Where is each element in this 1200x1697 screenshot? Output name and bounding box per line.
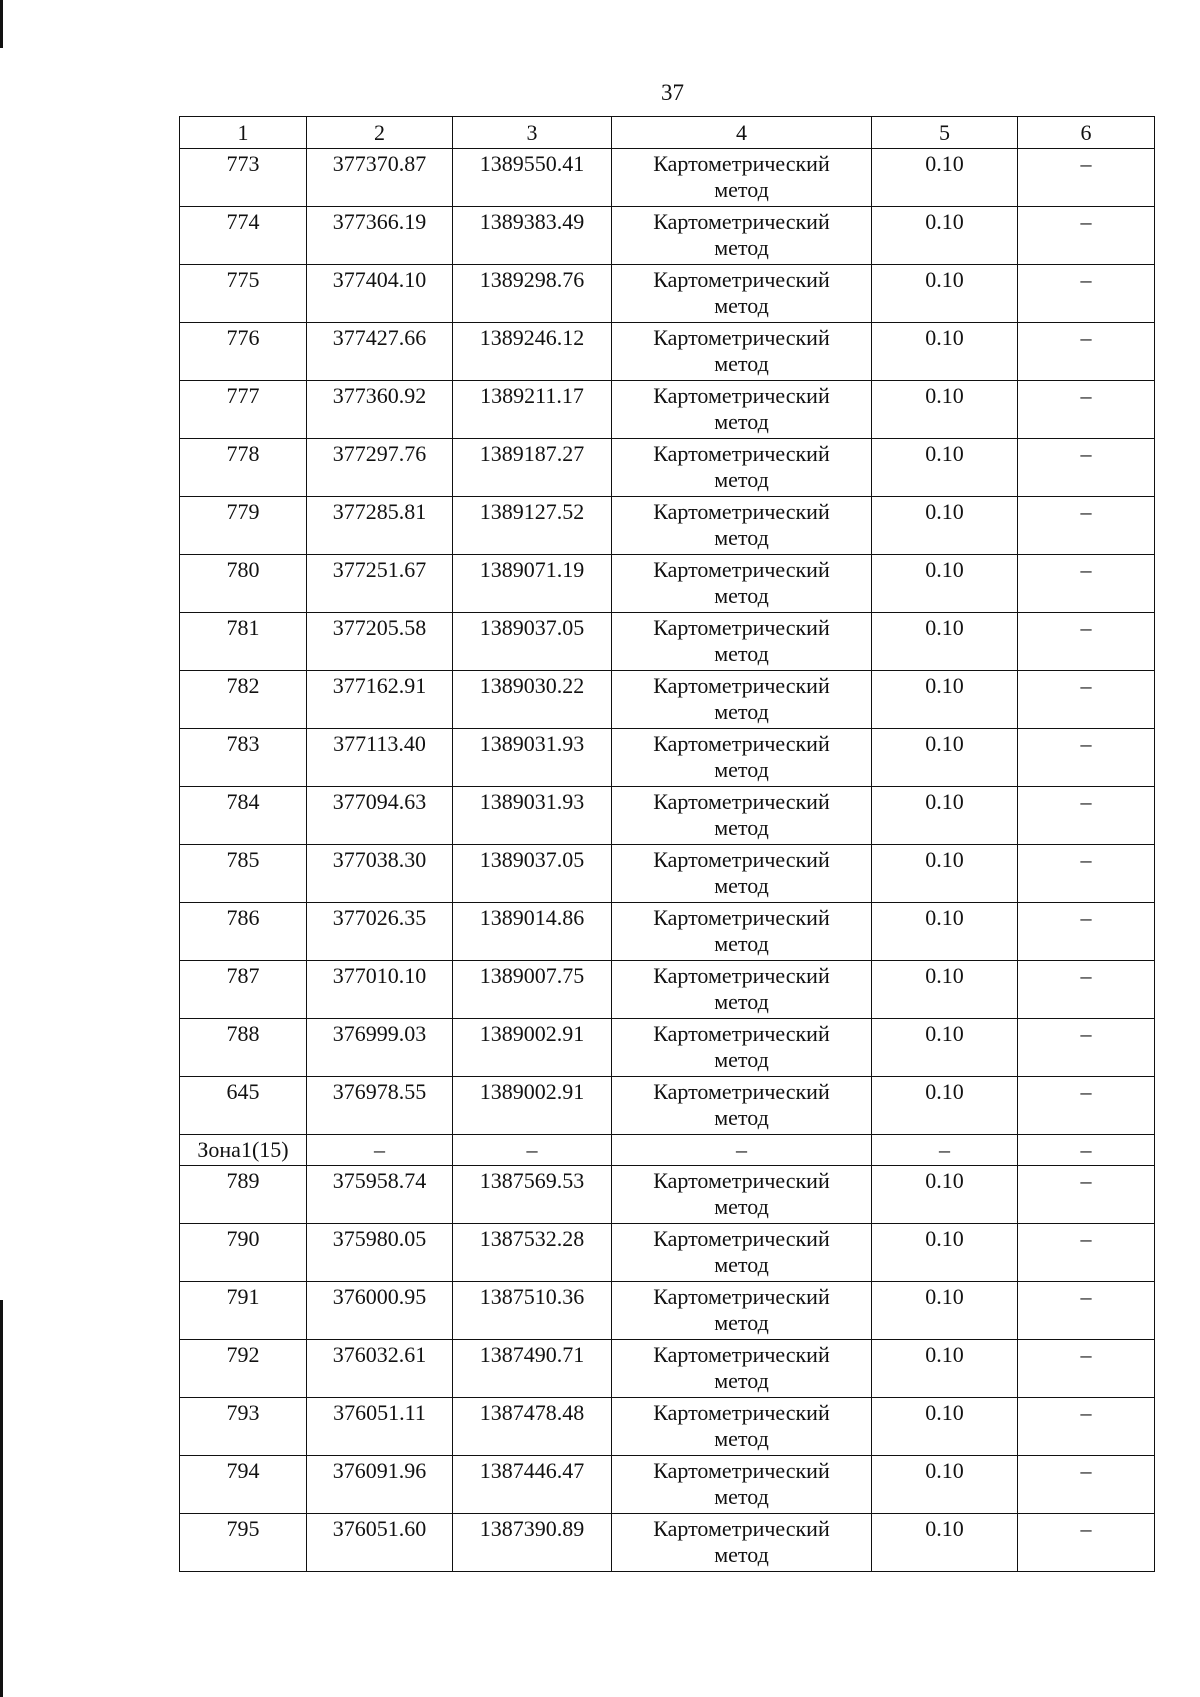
coord-y: 1389037.05 bbox=[453, 845, 612, 903]
description: – bbox=[1018, 1224, 1155, 1282]
method-line-2: метод bbox=[714, 235, 769, 260]
table-row bbox=[180, 497, 1155, 555]
description: – bbox=[1018, 729, 1155, 787]
method-cell bbox=[612, 381, 872, 439]
coord-x: 377360.92 bbox=[307, 381, 453, 439]
accuracy: 0.10 bbox=[872, 1019, 1018, 1077]
method-cell bbox=[612, 149, 872, 207]
method-line-1: Картометрический bbox=[653, 267, 830, 292]
method-line-1: Картометрический bbox=[653, 209, 830, 234]
method-line-1: Картометрический bbox=[653, 731, 830, 756]
accuracy: 0.10 bbox=[872, 613, 1018, 671]
description: – bbox=[1018, 613, 1155, 671]
description: – bbox=[1018, 1019, 1155, 1077]
coord-y: 1389007.75 bbox=[453, 961, 612, 1019]
description: – bbox=[1018, 323, 1155, 381]
accuracy: 0.10 bbox=[872, 555, 1018, 613]
method-line-1: Картометрический bbox=[653, 905, 830, 930]
method-line-2: метод bbox=[714, 525, 769, 550]
method-line-2: метод bbox=[714, 467, 769, 492]
point-number: 790 bbox=[180, 1224, 307, 1282]
method-cell bbox=[612, 1077, 872, 1135]
table-row bbox=[180, 323, 1155, 381]
point-number: 775 bbox=[180, 265, 307, 323]
accuracy: 0.10 bbox=[872, 1224, 1018, 1282]
coord-x: 375980.05 bbox=[307, 1224, 453, 1282]
table-row bbox=[180, 1514, 1155, 1572]
method-cell bbox=[612, 845, 872, 903]
method-cell bbox=[612, 265, 872, 323]
method-line-1: Картометрический bbox=[653, 963, 830, 988]
coord-x: 376999.03 bbox=[307, 1019, 453, 1077]
table-row bbox=[180, 845, 1155, 903]
method-line-1: Картометрический bbox=[653, 557, 830, 582]
method-line-1: Картометрический bbox=[653, 1400, 830, 1425]
accuracy: 0.10 bbox=[872, 1282, 1018, 1340]
header-cell: 4 bbox=[612, 117, 872, 149]
empty-dash: – bbox=[453, 1135, 612, 1166]
coord-y: 1389030.22 bbox=[453, 671, 612, 729]
table-row bbox=[180, 1166, 1155, 1224]
method-line-2: метод bbox=[714, 1252, 769, 1277]
method-line-1: Картометрический bbox=[653, 1079, 830, 1104]
point-number: 787 bbox=[180, 961, 307, 1019]
point-number: 781 bbox=[180, 613, 307, 671]
empty-dash: – bbox=[872, 1135, 1018, 1166]
method-cell bbox=[612, 439, 872, 497]
coord-x: 377366.19 bbox=[307, 207, 453, 265]
coord-y: 1387510.36 bbox=[453, 1282, 612, 1340]
accuracy: 0.10 bbox=[872, 1340, 1018, 1398]
method-line-1: Картометрический bbox=[653, 673, 830, 698]
coord-y: 1389127.52 bbox=[453, 497, 612, 555]
method-cell bbox=[612, 497, 872, 555]
method-line-2: метод bbox=[714, 1310, 769, 1335]
point-number: 784 bbox=[180, 787, 307, 845]
point-number: 795 bbox=[180, 1514, 307, 1572]
point-number: 786 bbox=[180, 903, 307, 961]
table-row bbox=[180, 1398, 1155, 1456]
method-line-1: Картометрический bbox=[653, 1168, 830, 1193]
description: – bbox=[1018, 265, 1155, 323]
point-number: 785 bbox=[180, 845, 307, 903]
method-cell bbox=[612, 323, 872, 381]
table-row bbox=[180, 729, 1155, 787]
coord-y: 1389031.93 bbox=[453, 729, 612, 787]
coord-y: 1387446.47 bbox=[453, 1456, 612, 1514]
method-line-2: метод bbox=[714, 409, 769, 434]
method-line-2: метод bbox=[714, 1542, 769, 1567]
accuracy: 0.10 bbox=[872, 961, 1018, 1019]
coord-y: 1387532.28 bbox=[453, 1224, 612, 1282]
accuracy: 0.10 bbox=[872, 1166, 1018, 1224]
method-cell bbox=[612, 555, 872, 613]
coordinates-table bbox=[179, 116, 1155, 1572]
description: – bbox=[1018, 961, 1155, 1019]
method-line-2: метод bbox=[714, 815, 769, 840]
method-line-2: метод bbox=[714, 989, 769, 1014]
point-number: 780 bbox=[180, 555, 307, 613]
method-line-2: метод bbox=[714, 1047, 769, 1072]
description: – bbox=[1018, 1077, 1155, 1135]
point-number: 779 bbox=[180, 497, 307, 555]
method-cell bbox=[612, 1514, 872, 1572]
coord-x: 376091.96 bbox=[307, 1456, 453, 1514]
table-row bbox=[180, 439, 1155, 497]
method-cell bbox=[612, 961, 872, 1019]
accuracy: 0.10 bbox=[872, 439, 1018, 497]
method-line-2: метод bbox=[714, 873, 769, 898]
accuracy: 0.10 bbox=[872, 1398, 1018, 1456]
method-line-2: метод bbox=[714, 583, 769, 608]
empty-dash: – bbox=[307, 1135, 453, 1166]
point-number: 788 bbox=[180, 1019, 307, 1077]
accuracy: 0.10 bbox=[872, 845, 1018, 903]
coord-y: 1389002.91 bbox=[453, 1077, 612, 1135]
table-row bbox=[180, 671, 1155, 729]
accuracy: 0.10 bbox=[872, 265, 1018, 323]
zone-label: Зона1(15) bbox=[180, 1135, 307, 1166]
coord-y: 1389298.76 bbox=[453, 265, 612, 323]
coord-x: 377010.10 bbox=[307, 961, 453, 1019]
accuracy: 0.10 bbox=[872, 497, 1018, 555]
method-line-1: Картометрический bbox=[653, 1342, 830, 1367]
table-row bbox=[180, 1340, 1155, 1398]
header-cell: 3 bbox=[453, 117, 612, 149]
method-line-2: метод bbox=[714, 931, 769, 956]
method-line-1: Картометрический bbox=[653, 615, 830, 640]
method-cell bbox=[612, 671, 872, 729]
method-line-2: метод bbox=[714, 757, 769, 782]
method-line-2: метод bbox=[714, 351, 769, 376]
method-line-2: метод bbox=[714, 1368, 769, 1393]
description: – bbox=[1018, 903, 1155, 961]
table-row bbox=[180, 1224, 1155, 1282]
coord-y: 1389014.86 bbox=[453, 903, 612, 961]
description: – bbox=[1018, 149, 1155, 207]
description: – bbox=[1018, 1282, 1155, 1340]
accuracy: 0.10 bbox=[872, 729, 1018, 787]
point-number: 792 bbox=[180, 1340, 307, 1398]
method-line-1: Картометрический bbox=[653, 1516, 830, 1541]
table-row bbox=[180, 149, 1155, 207]
coord-y: 1387478.48 bbox=[453, 1398, 612, 1456]
coord-x: 377026.35 bbox=[307, 903, 453, 961]
accuracy: 0.10 bbox=[872, 381, 1018, 439]
table-row bbox=[180, 1019, 1155, 1077]
method-line-1: Картометрический bbox=[653, 1284, 830, 1309]
coord-y: 1389187.27 bbox=[453, 439, 612, 497]
method-line-2: метод bbox=[714, 641, 769, 666]
accuracy: 0.10 bbox=[872, 149, 1018, 207]
coord-x: 377205.58 bbox=[307, 613, 453, 671]
page-number: 37 bbox=[661, 80, 684, 105]
coord-y: 1389550.41 bbox=[453, 149, 612, 207]
empty-dash: – bbox=[612, 1135, 872, 1166]
point-number: 791 bbox=[180, 1282, 307, 1340]
table-row bbox=[180, 787, 1155, 845]
method-line-1: Картометрический bbox=[653, 441, 830, 466]
table-row bbox=[180, 903, 1155, 961]
empty-dash: – bbox=[1018, 1135, 1155, 1166]
accuracy: 0.10 bbox=[872, 787, 1018, 845]
point-number: 789 bbox=[180, 1166, 307, 1224]
description: – bbox=[1018, 1166, 1155, 1224]
table-body bbox=[180, 117, 1155, 1572]
coord-x: 376051.60 bbox=[307, 1514, 453, 1572]
coord-y: 1387490.71 bbox=[453, 1340, 612, 1398]
description: – bbox=[1018, 1398, 1155, 1456]
coord-x: 375958.74 bbox=[307, 1166, 453, 1224]
accuracy: 0.10 bbox=[872, 903, 1018, 961]
method-cell bbox=[612, 1282, 872, 1340]
method-line-1: Картометрический bbox=[653, 383, 830, 408]
coord-x: 377094.63 bbox=[307, 787, 453, 845]
header-cell: 1 bbox=[180, 117, 307, 149]
coord-y: 1389211.17 bbox=[453, 381, 612, 439]
point-number: 776 bbox=[180, 323, 307, 381]
coord-x: 376978.55 bbox=[307, 1077, 453, 1135]
table-row bbox=[180, 961, 1155, 1019]
method-line-1: Картометрический bbox=[653, 1226, 830, 1251]
method-line-1: Картометрический bbox=[653, 1021, 830, 1046]
method-line-2: метод bbox=[714, 1484, 769, 1509]
table-row bbox=[180, 265, 1155, 323]
coord-x: 377162.91 bbox=[307, 671, 453, 729]
coord-y: 1389002.91 bbox=[453, 1019, 612, 1077]
scan-edge-bottom bbox=[0, 1300, 3, 1697]
method-cell bbox=[612, 613, 872, 671]
point-number: 778 bbox=[180, 439, 307, 497]
coord-x: 376000.95 bbox=[307, 1282, 453, 1340]
table-row bbox=[180, 207, 1155, 265]
method-cell bbox=[612, 1166, 872, 1224]
description: – bbox=[1018, 1340, 1155, 1398]
coord-y: 1389031.93 bbox=[453, 787, 612, 845]
point-number: 777 bbox=[180, 381, 307, 439]
coord-x: 377370.87 bbox=[307, 149, 453, 207]
description: – bbox=[1018, 555, 1155, 613]
table-row bbox=[180, 1077, 1155, 1135]
coord-y: 1387569.53 bbox=[453, 1166, 612, 1224]
accuracy: 0.10 bbox=[872, 323, 1018, 381]
method-cell bbox=[612, 903, 872, 961]
method-line-2: метод bbox=[714, 177, 769, 202]
description: – bbox=[1018, 381, 1155, 439]
method-line-2: метод bbox=[714, 293, 769, 318]
coord-x: 376032.61 bbox=[307, 1340, 453, 1398]
coord-y: 1389037.05 bbox=[453, 613, 612, 671]
coord-x: 377251.67 bbox=[307, 555, 453, 613]
method-line-2: метод bbox=[714, 1426, 769, 1451]
description: – bbox=[1018, 1456, 1155, 1514]
method-line-1: Картометрический bbox=[653, 151, 830, 176]
table-row bbox=[180, 613, 1155, 671]
method-line-2: метод bbox=[714, 1105, 769, 1130]
point-number: 773 bbox=[180, 149, 307, 207]
coord-x: 377285.81 bbox=[307, 497, 453, 555]
point-number: 783 bbox=[180, 729, 307, 787]
coord-x: 377297.76 bbox=[307, 439, 453, 497]
coord-y: 1389246.12 bbox=[453, 323, 612, 381]
method-line-2: метод bbox=[714, 699, 769, 724]
coord-y: 1389071.19 bbox=[453, 555, 612, 613]
method-line-1: Картометрический bbox=[653, 499, 830, 524]
method-line-1: Картометрический bbox=[653, 325, 830, 350]
header-row bbox=[180, 117, 1155, 149]
method-cell bbox=[612, 787, 872, 845]
table-row bbox=[180, 1282, 1155, 1340]
table-row bbox=[180, 381, 1155, 439]
method-line-2: метод bbox=[714, 1194, 769, 1219]
method-cell bbox=[612, 1456, 872, 1514]
description: – bbox=[1018, 207, 1155, 265]
method-line-1: Картометрический bbox=[653, 847, 830, 872]
accuracy: 0.10 bbox=[872, 207, 1018, 265]
point-number: 774 bbox=[180, 207, 307, 265]
scan-edge-top bbox=[0, 0, 3, 48]
header-cell: 5 bbox=[872, 117, 1018, 149]
point-number: 645 bbox=[180, 1077, 307, 1135]
description: – bbox=[1018, 671, 1155, 729]
accuracy: 0.10 bbox=[872, 1514, 1018, 1572]
point-number: 794 bbox=[180, 1456, 307, 1514]
method-cell bbox=[612, 1019, 872, 1077]
header-cell: 2 bbox=[307, 117, 453, 149]
method-line-1: Картометрический bbox=[653, 789, 830, 814]
point-number: 782 bbox=[180, 671, 307, 729]
accuracy: 0.10 bbox=[872, 671, 1018, 729]
table-row bbox=[180, 555, 1155, 613]
description: – bbox=[1018, 1514, 1155, 1572]
coord-x: 377404.10 bbox=[307, 265, 453, 323]
coord-y: 1387390.89 bbox=[453, 1514, 612, 1572]
method-line-1: Картометрический bbox=[653, 1458, 830, 1483]
accuracy: 0.10 bbox=[872, 1456, 1018, 1514]
header-cell: 6 bbox=[1018, 117, 1155, 149]
method-cell bbox=[612, 207, 872, 265]
coord-x: 376051.11 bbox=[307, 1398, 453, 1456]
coord-x: 377113.40 bbox=[307, 729, 453, 787]
coord-x: 377038.30 bbox=[307, 845, 453, 903]
coord-y: 1389383.49 bbox=[453, 207, 612, 265]
description: – bbox=[1018, 439, 1155, 497]
accuracy: 0.10 bbox=[872, 1077, 1018, 1135]
description: – bbox=[1018, 845, 1155, 903]
description: – bbox=[1018, 787, 1155, 845]
zone-row bbox=[180, 1135, 1155, 1166]
method-cell bbox=[612, 1398, 872, 1456]
method-cell bbox=[612, 1224, 872, 1282]
table-row bbox=[180, 1456, 1155, 1514]
description: – bbox=[1018, 497, 1155, 555]
method-cell bbox=[612, 729, 872, 787]
point-number: 793 bbox=[180, 1398, 307, 1456]
coord-x: 377427.66 bbox=[307, 323, 453, 381]
method-cell bbox=[612, 1340, 872, 1398]
